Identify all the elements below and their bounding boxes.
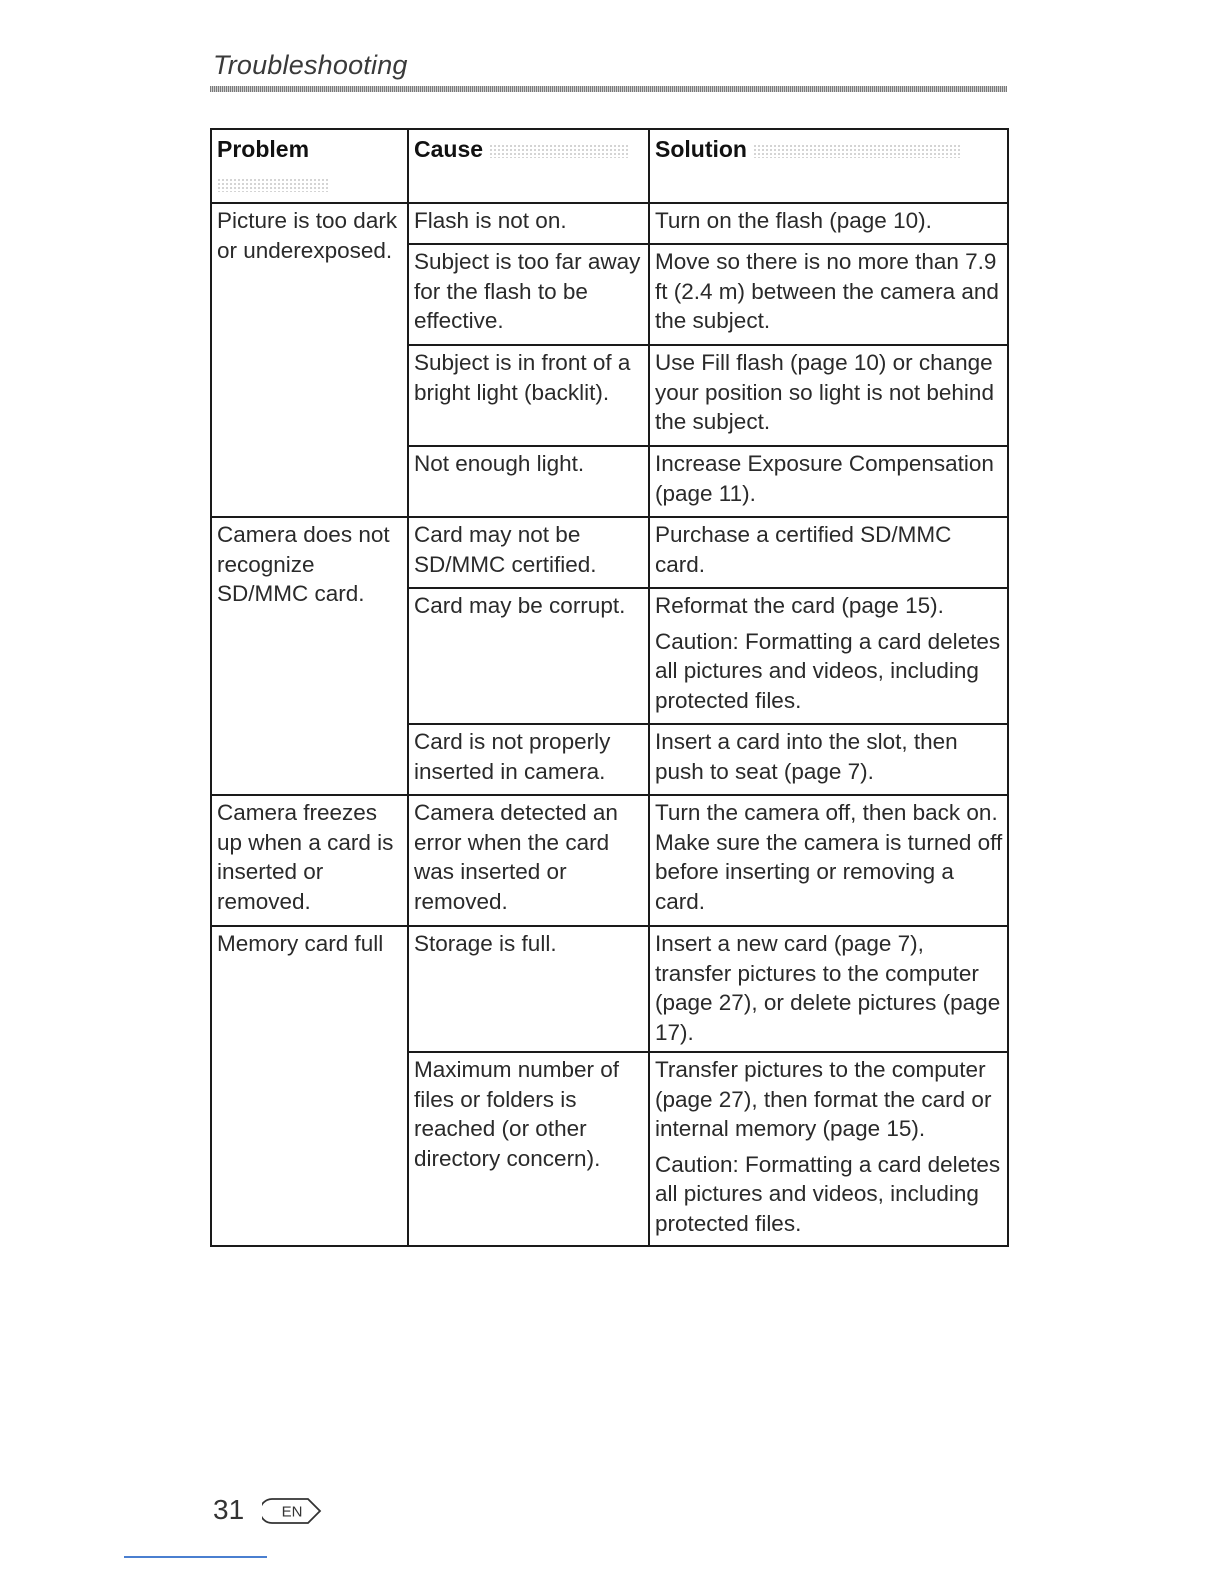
table-row — [211, 517, 1008, 588]
cause-cell: Not enough light. — [408, 446, 649, 517]
cause-cell: Maximum number of files or folders is reached (or other directory concern). — [408, 1052, 649, 1246]
solution-cell: Increase Exposure Compensation (page 11). — [649, 446, 1008, 517]
section-title: Troubleshooting — [213, 50, 408, 80]
caution-note: Caution: Formatting a card deletes all pictures and videos, including protected files. — [655, 1151, 1001, 1236]
cause-cell: Subject is too far away for the flash to be effective. — [408, 244, 649, 345]
cause-cell: Card is not properly inserted in camera. — [408, 724, 649, 795]
column-header-cause: Cause — [408, 129, 649, 203]
column-header-problem: Problem — [211, 129, 408, 203]
language-badge-label: EN — [281, 1503, 303, 1521]
problem-cell: Camera freezes up when a card is inserted or removed. — [211, 795, 408, 926]
cause-cell: Card may not be SD/MMC certified. — [408, 517, 649, 588]
language-badge-icon — [262, 1496, 324, 1526]
table-header-row — [211, 129, 1008, 203]
troubleshooting-table — [210, 128, 1009, 1247]
cause-cell: Card may be corrupt. — [408, 588, 649, 724]
solution-cell: Turn the camera off, then back on. Make sure the camera is turned off before inserting or removing a card. — [649, 795, 1008, 926]
solution-cell: Purchase a certified SD/MMC card. — [649, 517, 1008, 588]
solution-cell: Reformat the card (page 15). Caution: Formatting a card deletes all pictures and videos, including protected files. — [649, 588, 1008, 724]
table-row — [211, 795, 1008, 926]
cause-cell: Storage is full. — [408, 926, 649, 1052]
problem-cell: Memory card full — [211, 926, 408, 1246]
problem-cell: Picture is too dark or underexposed. — [211, 203, 408, 517]
solution-cell: Insert a new card (page 7), transfer pictures to the computer (page 27), or delete pictures (page 17). — [649, 926, 1008, 1052]
solution-cell: Use Fill flash (page 10) or change your position so light is not behind the subject. — [649, 345, 1008, 446]
solution-cell: Turn on the flash (page 10). — [649, 203, 1008, 244]
solution-cell: Transfer pictures to the computer (page 27), then format the card or internal memory (page 15). Caution: Formatting a card deletes all pictures and videos, including protected files. — [649, 1052, 1008, 1246]
solution-cell: Move so there is no more than 7.9 ft (2.4 m) between the camera and the subject. — [649, 244, 1008, 345]
problem-cell: Camera does not recognize SD/MMC card. — [211, 517, 408, 795]
cause-cell: Subject is in front of a bright light (backlit). — [408, 345, 649, 446]
title-rule — [210, 86, 1007, 92]
cause-cell: Flash is not on. — [408, 203, 649, 244]
table-row — [211, 203, 1008, 244]
solution-cell: Insert a card into the slot, then push to seat (page 7). — [649, 724, 1008, 795]
cause-cell: Camera detected an error when the card was inserted or removed. — [408, 795, 649, 926]
footer-rule — [124, 1556, 267, 1558]
column-header-solution: Solution — [649, 129, 1008, 203]
caution-note: Caution: Formatting a card deletes all pictures and videos, including protected files. — [655, 628, 1001, 713]
page-number: 31 — [213, 1494, 245, 1525]
table-row — [211, 926, 1008, 1052]
